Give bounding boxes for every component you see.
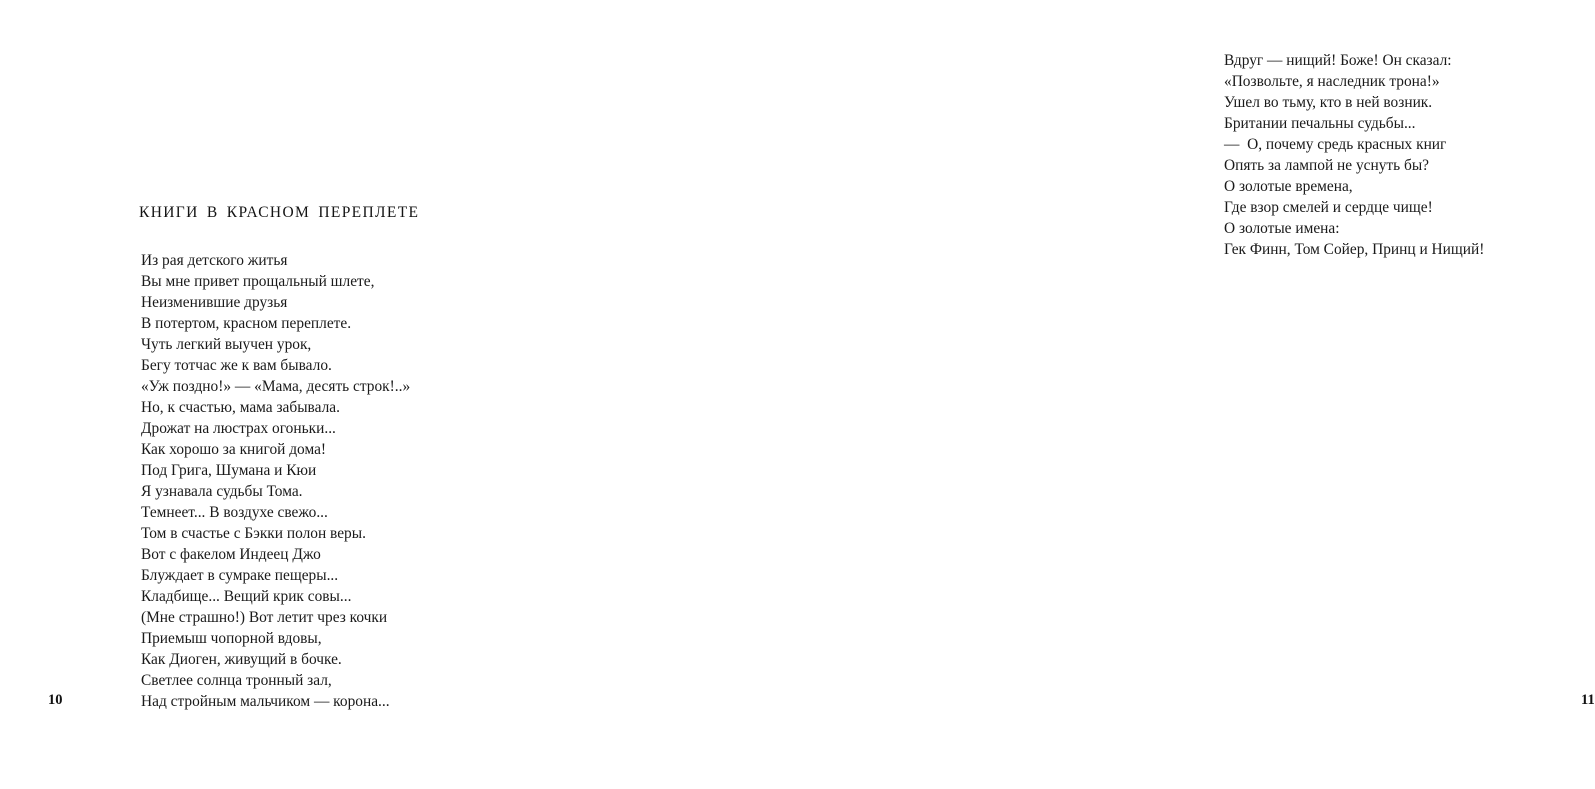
poem-line: Том в счастье с Бэкки полон веры.	[141, 525, 366, 542]
poem-line: Гек Финн, Том Сойер, Принц и Нищий!	[1224, 241, 1485, 258]
poem-line: Но, к счастью, мама забывала.	[141, 399, 340, 416]
poem-line: Неизменившие друзья	[141, 294, 288, 311]
poem-line: Опять за лампой не уснуть бы?	[1224, 157, 1430, 174]
poem-line: Кладбище... Вещий крик совы...	[141, 588, 352, 605]
poem-line: «Уж поздно!» — «Мама, десять строк!..»	[141, 378, 411, 395]
poem-line: Где взор смелей и сердце чище!	[1224, 199, 1433, 216]
poem-line: — О, почему средь красных книг	[1224, 136, 1447, 153]
page-left	[0, 0, 550, 789]
poem-line: Светлее солнца тронный зал,	[141, 672, 332, 689]
poem-line: Над стройным мальчиком — корона...	[141, 693, 390, 710]
poem-line: Дрожат на люстрах огоньки...	[141, 420, 336, 437]
poem-line: Ушел во тьму, кто в ней возник.	[1224, 94, 1433, 111]
poem-line: Вы мне привет прощальный шлете,	[141, 273, 375, 290]
poem-line: Бегу тотчас же к вам бывало.	[141, 357, 332, 374]
poem-line: Под Грига, Шумана и Кюи	[141, 462, 317, 479]
poem-line: Темнеет... В воздухе свежо...	[141, 504, 328, 521]
poem-line: Блуждает в сумраке пещеры...	[141, 567, 339, 584]
page-number-right: 11	[1581, 692, 1595, 708]
poem-line: О золотые времена,	[1224, 178, 1353, 195]
poem-line: Британии печальны судьбы...	[1224, 115, 1416, 132]
poem-line: «Позвольте, я наследник трона!»	[1224, 73, 1440, 90]
poem-line: Вот с факелом Индеец Джо	[141, 546, 321, 563]
page-number-left: 10	[48, 692, 63, 708]
poem-line: В потертом, красном переплете.	[141, 315, 352, 332]
poem-body-right	[1224, 50, 1484, 260]
poem-body-left	[141, 250, 410, 712]
poem-line: Из рая детского житья	[141, 252, 288, 269]
poem-line: О золотые имена:	[1224, 220, 1340, 237]
poem-line: Приемыш чопорной вдовы,	[141, 630, 322, 647]
poem-line: Чуть легкий выучен урок,	[141, 336, 312, 353]
poem-line: Вдруг — нищий! Боже! Он сказал:	[1224, 52, 1452, 69]
poem-line: Как хорошо за книгой дома!	[141, 441, 327, 458]
page-right	[550, 0, 1595, 789]
page-title: КНИГИ В КРАСНОМ ПЕРЕПЛЕТЕ	[139, 204, 420, 221]
poem-line: Как Диоген, живущий в бочке.	[141, 651, 342, 668]
poem-line: Я узнавала судьбы Тома.	[141, 483, 303, 500]
poem-line: (Мне страшно!) Вот летит чрез кочки	[141, 609, 388, 626]
